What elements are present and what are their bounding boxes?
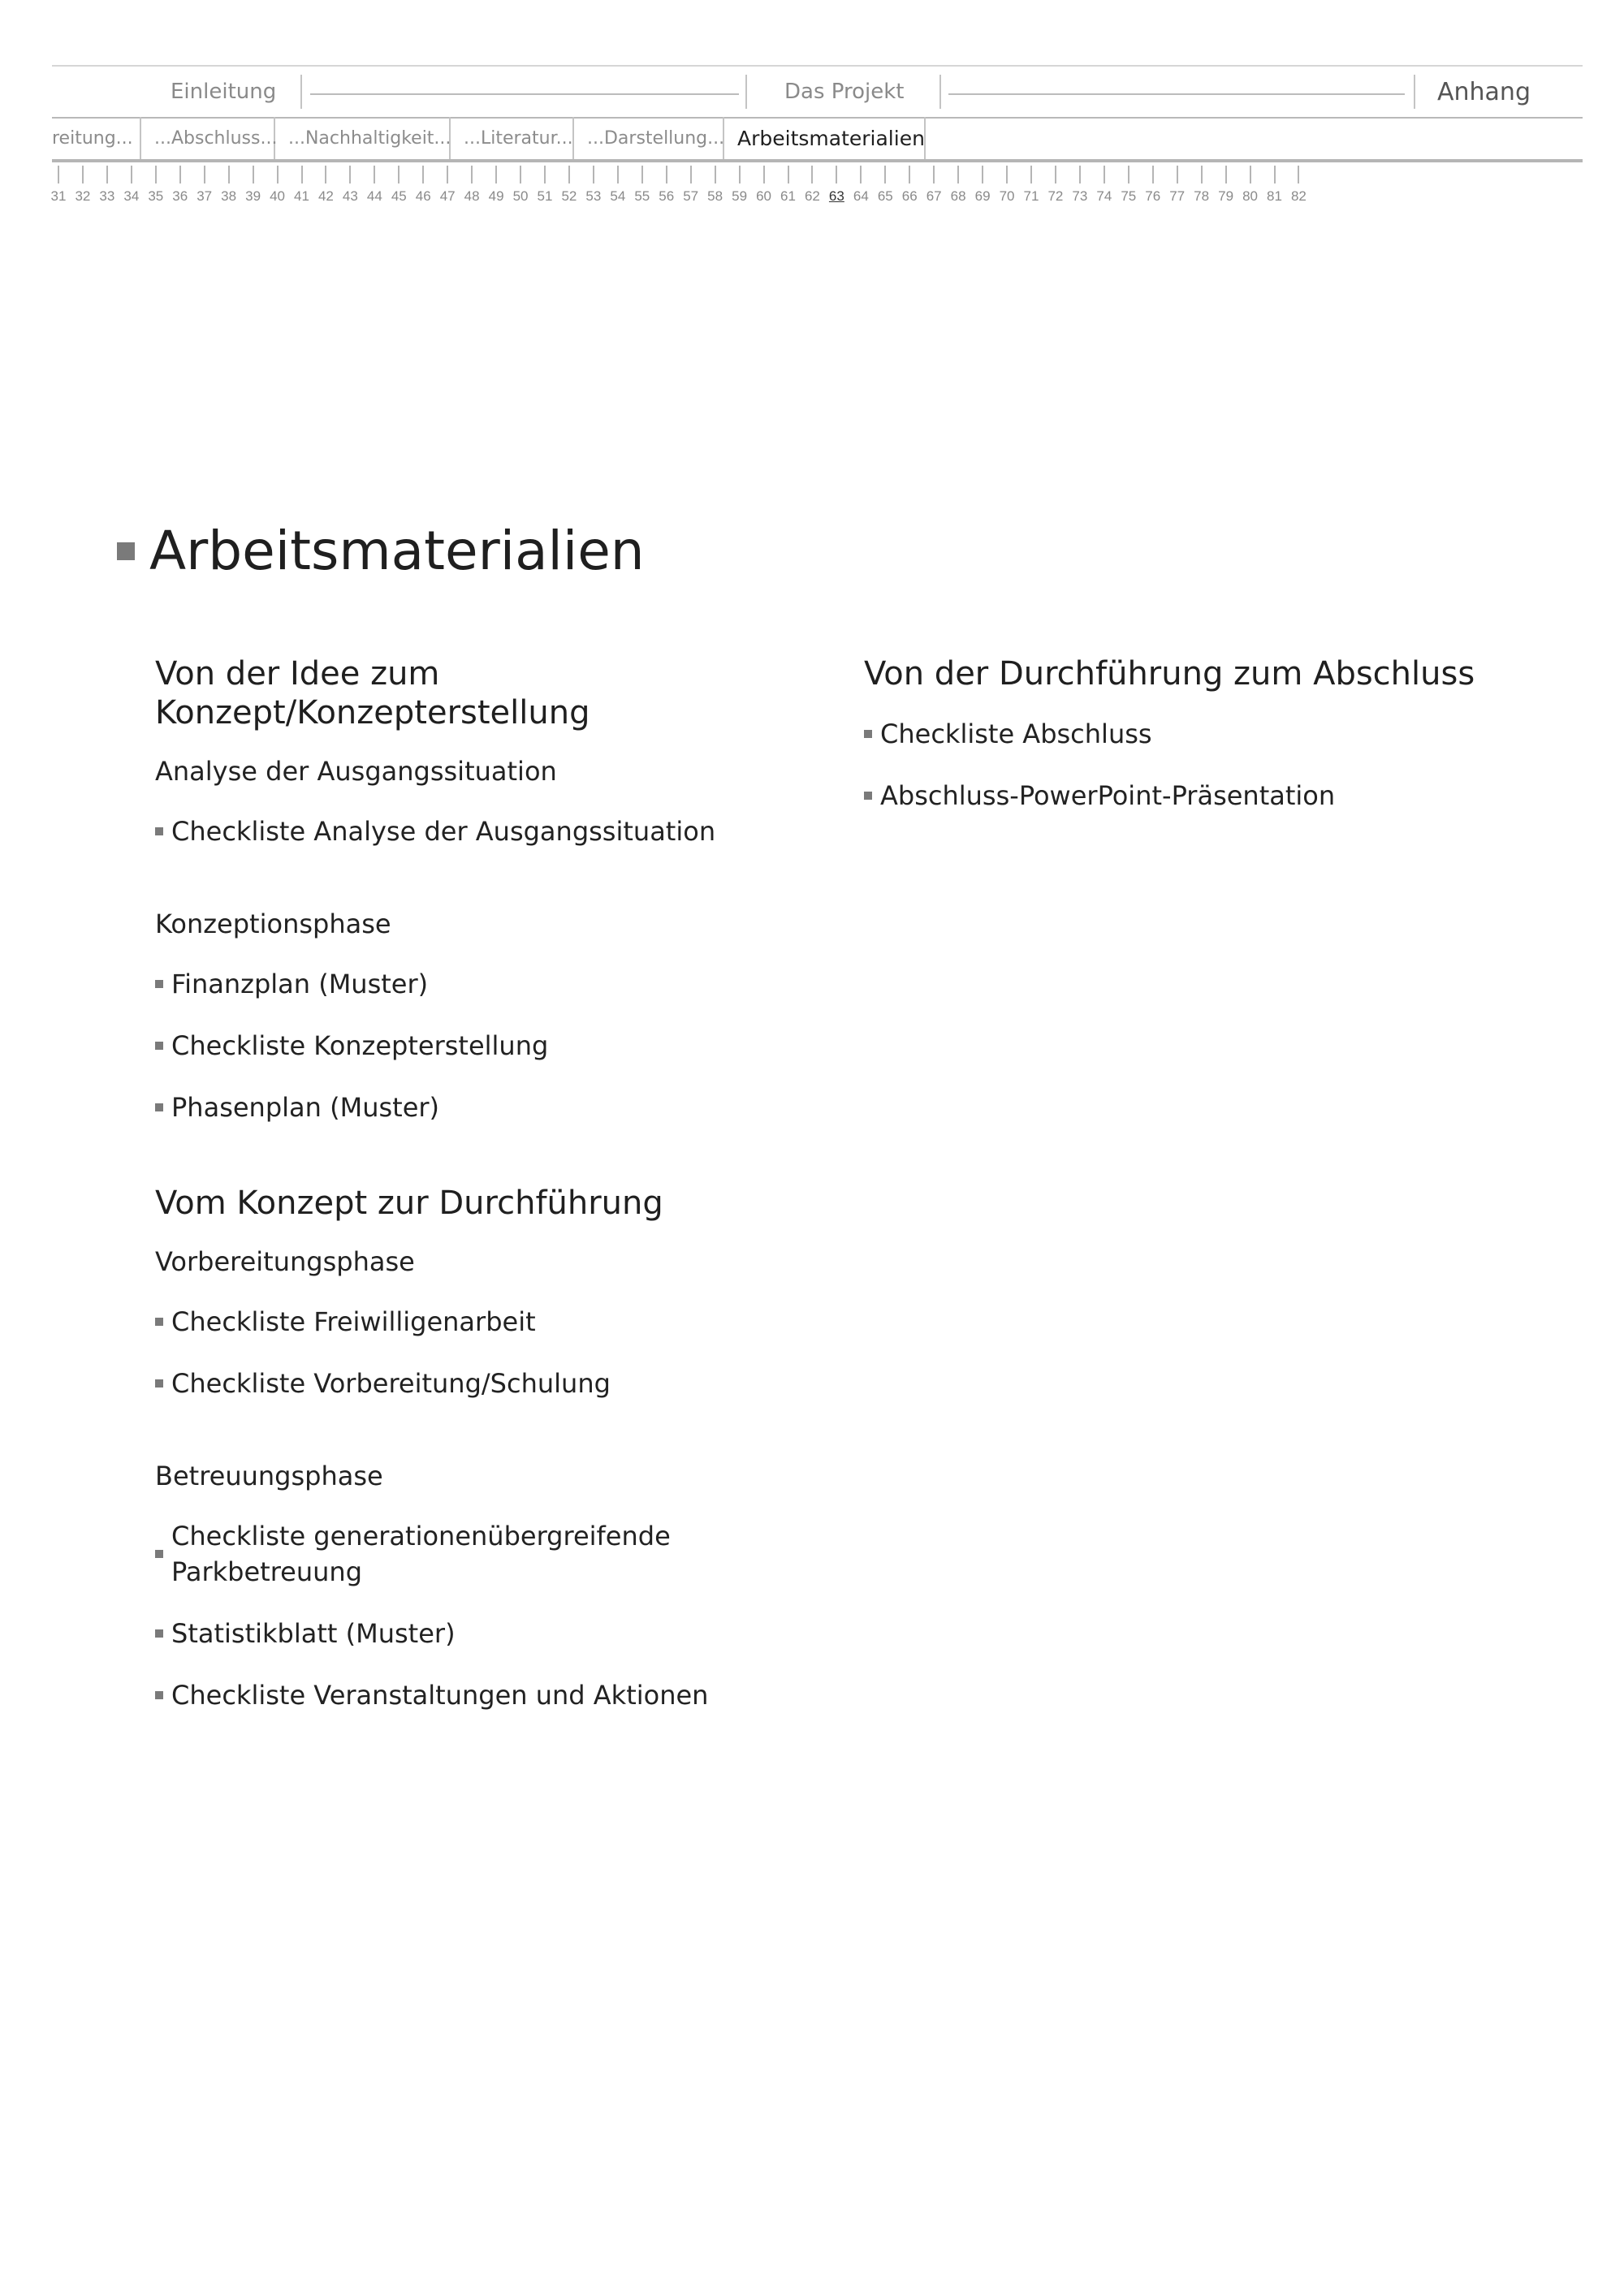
page-tick [301, 166, 303, 183]
heading-line: Von der Idee zum [155, 655, 440, 693]
page-title-text: Arbeitsmaterialien [149, 520, 645, 582]
page-tick [568, 166, 570, 183]
page-number-link[interactable]: 58 [707, 188, 723, 204]
bullet-square-icon [864, 792, 872, 800]
page-tick [82, 166, 84, 183]
page-number-link[interactable]: 31 [50, 188, 67, 204]
page-tick [811, 166, 813, 183]
page-tick [1079, 166, 1081, 183]
page-title [117, 520, 645, 582]
page-tick [1128, 166, 1129, 183]
page-number-link[interactable]: 53 [585, 188, 602, 204]
page-number-link[interactable]: 46 [415, 188, 431, 204]
page-number-link[interactable]: 82 [1290, 188, 1307, 204]
page-tick [909, 166, 910, 183]
page-number-link[interactable]: 63 [828, 188, 844, 204]
page-number-link[interactable]: 49 [488, 188, 504, 204]
bullet-square-icon [155, 980, 163, 988]
nav-divider [300, 75, 302, 109]
tab-vorbereitung[interactable]: reitung... [52, 117, 141, 159]
page-number-link[interactable]: 75 [1121, 188, 1137, 204]
page-number-link[interactable]: 48 [464, 188, 480, 204]
tab-literatur[interactable]: ...Literatur... [451, 117, 574, 159]
link-checkliste-abschluss[interactable] [864, 716, 1562, 752]
tab-abschluss[interactable]: ...Abschluss... [141, 117, 275, 159]
page-tick [374, 166, 375, 183]
chapter-tabs [52, 117, 1583, 162]
page-number-link[interactable]: 40 [270, 188, 286, 204]
link-phasenplan[interactable] [155, 1090, 829, 1125]
bullet-square-icon [155, 827, 163, 835]
page-number-link[interactable]: 55 [634, 188, 650, 204]
page-tick [933, 166, 935, 183]
page-tick [495, 166, 497, 183]
page-tick [447, 166, 448, 183]
page-tick [277, 166, 279, 183]
nav-progress-line [310, 93, 739, 95]
page-tick [1152, 166, 1154, 183]
page-tick [1250, 166, 1251, 183]
link-statistikblatt[interactable] [155, 1616, 829, 1651]
page-ruler [52, 166, 1432, 205]
bullet-square-icon [155, 1629, 163, 1638]
page-tick [1177, 166, 1178, 183]
link-label: Checkliste Konzepterstellung [171, 1030, 549, 1061]
page-number-link[interactable]: 73 [1072, 188, 1088, 204]
page-tick [1201, 166, 1203, 183]
page-tick [58, 166, 59, 183]
section-heading-idee-konzept [155, 654, 829, 732]
tab-darstellung[interactable]: ...Darstellung... [574, 117, 724, 159]
bullet-square-icon [155, 1379, 163, 1388]
page-number-link[interactable]: 61 [780, 188, 796, 204]
left-column [155, 654, 829, 1739]
page-tick [179, 166, 181, 183]
nav-divider [939, 75, 941, 109]
section-heading-durchfuehrung-abschluss: Von der Durchführung zum Abschluss [864, 655, 1475, 693]
page-tick [836, 166, 837, 183]
page-tick [1274, 166, 1276, 183]
link-checkliste-freiwilligenarbeit[interactable] [155, 1304, 829, 1340]
link-finanzplan[interactable] [155, 966, 829, 1002]
page-number-link[interactable]: 77 [1169, 188, 1186, 204]
page-number-link[interactable]: 42 [317, 188, 334, 204]
subheading-analyse: Analyse der Ausgangssituation [155, 756, 557, 787]
page-tick [106, 166, 108, 183]
page-tick [325, 166, 326, 183]
nav-section-einleitung[interactable]: Einleitung [171, 80, 277, 104]
subheading-konzeptionsphase: Konzeptionsphase [155, 908, 391, 939]
bullet-square-icon [864, 730, 872, 738]
page-tick [204, 166, 205, 183]
page-number-link[interactable]: 78 [1194, 188, 1210, 204]
page-number-link[interactable]: 62 [804, 188, 820, 204]
link-label: Phasenplan (Muster) [171, 1092, 440, 1123]
nav-divider [745, 75, 747, 109]
page-number-link[interactable]: 68 [950, 188, 966, 204]
page-number-link[interactable]: 70 [999, 188, 1015, 204]
nav-divider [1414, 75, 1415, 109]
nav-section-anhang[interactable]: Anhang [1437, 77, 1531, 106]
page-tick [617, 166, 619, 183]
page-number-link[interactable]: 56 [659, 188, 675, 204]
page-tick [471, 166, 473, 183]
page-number-link[interactable]: 79 [1218, 188, 1234, 204]
link-checkliste-vorbereitung[interactable] [155, 1366, 829, 1401]
section-heading-konzept-durchfuehrung: Vom Konzept zur Durchführung [155, 1185, 663, 1222]
page-number-link[interactable]: 34 [123, 188, 140, 204]
page-number-link[interactable]: 80 [1242, 188, 1259, 204]
page-tick [228, 166, 230, 183]
page-number-link[interactable]: 36 [172, 188, 188, 204]
page-number-link[interactable]: 81 [1267, 188, 1282, 204]
page-number-link[interactable]: 76 [1145, 188, 1161, 204]
page-number-link[interactable]: 66 [901, 188, 918, 204]
link-label: Checkliste Analyse der Ausgangssituation [171, 816, 716, 847]
page-number-link[interactable]: 72 [1047, 188, 1064, 204]
page-number-link[interactable]: 45 [391, 188, 407, 204]
page-number-link[interactable]: 59 [732, 188, 748, 204]
link-label: Statistikblatt (Muster) [171, 1618, 456, 1649]
page-number-link[interactable]: 54 [610, 188, 626, 204]
page-number-link[interactable]: 44 [366, 188, 382, 204]
page-number-link[interactable]: 69 [974, 188, 991, 204]
page-number-link[interactable]: 47 [439, 188, 456, 204]
page-number-link[interactable]: 39 [245, 188, 261, 204]
page-number-link[interactable]: 41 [294, 188, 309, 204]
page-number-link[interactable]: 33 [99, 188, 115, 204]
page-tick [641, 166, 643, 183]
page-tick [520, 166, 521, 183]
page-tick [1055, 166, 1056, 183]
page-number-link[interactable]: 65 [877, 188, 893, 204]
page-tick [1006, 166, 1008, 183]
page-number-link[interactable]: 51 [537, 188, 553, 204]
page-tick [860, 166, 862, 183]
page-tick [131, 166, 132, 183]
page-tick [349, 166, 351, 183]
page-number-link[interactable]: 52 [561, 188, 577, 204]
bullet-square-icon [155, 1691, 163, 1699]
nav-section-das-projekt[interactable]: Das Projekt [784, 80, 905, 104]
bullet-square-icon [155, 1318, 163, 1326]
subheading-betreuungsphase: Betreuungsphase [155, 1461, 383, 1491]
page-tick [690, 166, 692, 183]
page-tick [1298, 166, 1299, 183]
title-square-icon [117, 542, 135, 560]
page-tick [1104, 166, 1105, 183]
subheading-vorbereitungsphase: Vorbereitungsphase [155, 1246, 415, 1277]
page-tick [155, 166, 157, 183]
link-checkliste-konzepterstellung[interactable] [155, 1028, 829, 1064]
page-number-link[interactable]: 60 [756, 188, 772, 204]
page-tick [398, 166, 400, 183]
page-number-link[interactable]: 57 [683, 188, 699, 204]
link-label: Abschluss-PowerPoint-Präsentation [880, 780, 1336, 811]
page-tick [1030, 166, 1032, 183]
right-column [864, 654, 1562, 839]
page-number-link[interactable]: 67 [926, 188, 942, 204]
page-tick [593, 166, 594, 183]
nav-progress-line [948, 93, 1405, 95]
link-label: Finanzplan (Muster) [171, 969, 429, 999]
tab-arbeitsmaterialien[interactable]: Arbeitsmaterialien [724, 117, 926, 159]
page-number-link[interactable]: 64 [853, 188, 869, 204]
link-label: Checkliste generationenübergreifende Parkbetreuung [171, 1521, 671, 1587]
page-tick [666, 166, 667, 183]
page-tick [253, 166, 254, 183]
page-tick [884, 166, 886, 183]
link-abschluss-praesentation[interactable] [864, 778, 1562, 814]
bullet-square-icon [155, 1042, 163, 1050]
page-number-link[interactable]: 74 [1096, 188, 1112, 204]
page-tick [982, 166, 983, 183]
page-number-link[interactable]: 37 [197, 188, 213, 204]
page-tick [544, 166, 546, 183]
bullet-square-icon [155, 1103, 163, 1111]
bullet-square-icon [155, 1550, 163, 1558]
page-tick [715, 166, 716, 183]
page-number-link[interactable]: 32 [75, 188, 91, 204]
heading-line: Konzept/Konzepterstellung [155, 694, 590, 732]
section-nav [52, 65, 1583, 119]
page-number-link[interactable]: 35 [148, 188, 164, 204]
page-tick [788, 166, 789, 183]
page-tick [957, 166, 959, 183]
page-number-link[interactable]: 50 [512, 188, 529, 204]
page-tick [763, 166, 765, 183]
link-label: Checkliste Freiwilligenarbeit [171, 1306, 536, 1337]
page-number-link[interactable]: 43 [342, 188, 358, 204]
link-checkliste-parkbetreuung[interactable] [155, 1518, 829, 1590]
page-number-link[interactable]: 38 [221, 188, 237, 204]
link-checkliste-analyse[interactable] [155, 814, 829, 849]
page-tick [422, 166, 424, 183]
page-tick [739, 166, 741, 183]
page-number-link[interactable]: 71 [1023, 188, 1039, 204]
link-label: Checkliste Abschluss [880, 719, 1152, 749]
link-checkliste-veranstaltungen[interactable] [155, 1677, 829, 1713]
link-label: Checkliste Veranstaltungen und Aktionen [171, 1680, 709, 1711]
link-label: Checkliste Vorbereitung/Schulung [171, 1368, 611, 1399]
tab-nachhaltigkeit[interactable]: ...Nachhaltigkeit... [275, 117, 451, 159]
page-tick [1225, 166, 1227, 183]
